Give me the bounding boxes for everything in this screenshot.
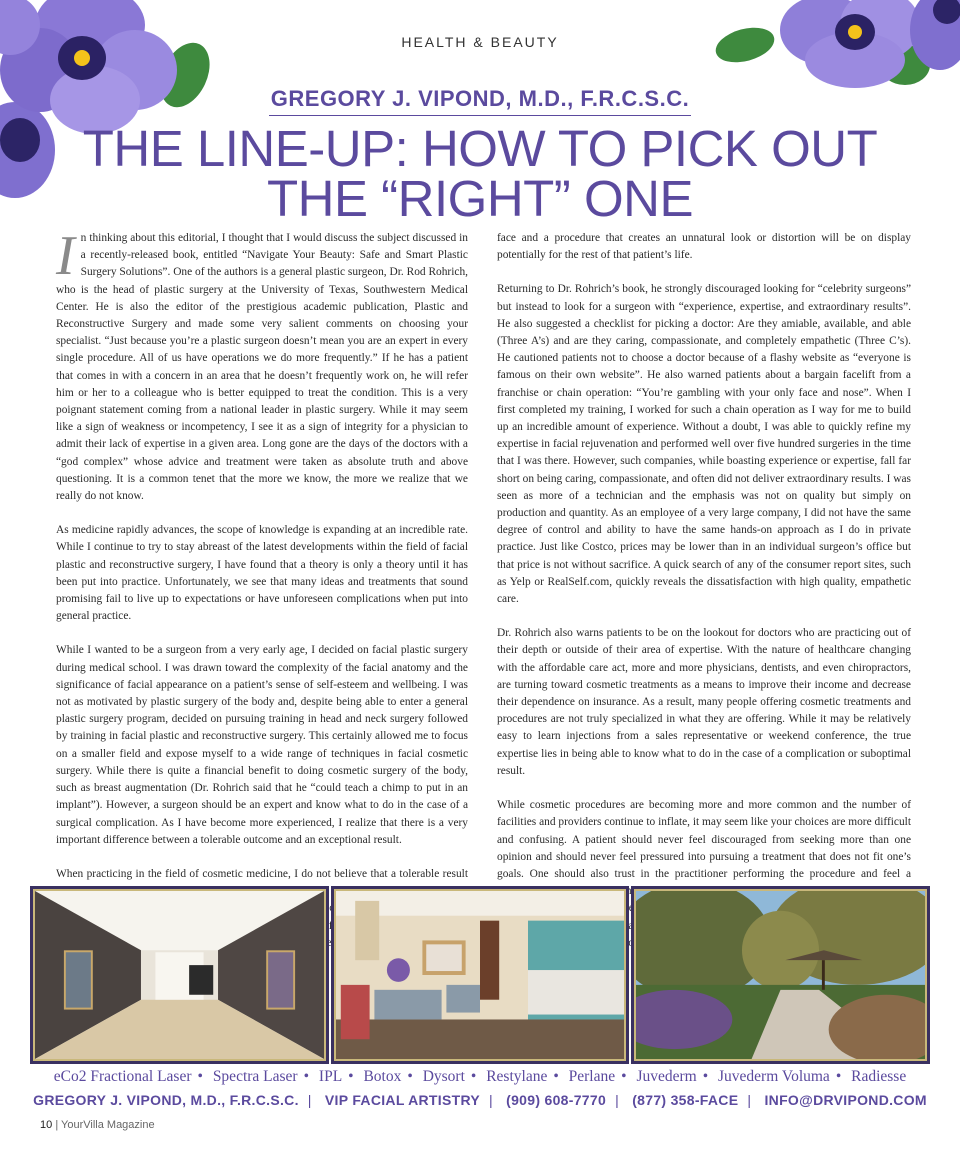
bullet-separator: •: [702, 1068, 709, 1085]
bullet-separator: •: [835, 1068, 842, 1085]
photo-strip: [30, 886, 930, 1064]
contact-phone: (909) 608-7770: [506, 1092, 607, 1108]
magazine-name: YourVilla Magazine: [61, 1119, 155, 1131]
photo-waiting-room: [331, 886, 629, 1064]
services-list: [0, 1068, 960, 1086]
paragraph: Dr. Rohrich also warns patients to be on the lookout for doctors who are practicing out of their depth or outside of their area of expertise. With the nature of healthcare changing with the affordable care act, more and more physicians, dentists, and even chiropractors, are turning toward cosmetic treatments as a means to improve their income and decrease their dependence on insurance. As a result, many people offering cosmetic treatments and procedures are not truly specialized in what they are offering. While it may be relatively easy to learn injections from a sales representative or weekend conference, the true expertise lies in being able to know what to do in the case of a complication or suboptimal result.: [497, 627, 911, 777]
pansy-flower-right-decoration: [715, 0, 960, 100]
service-item: Spectra Laser: [212, 1068, 298, 1085]
photo-hallway: [30, 886, 329, 1064]
service-item: eCo2 Fractional Laser: [53, 1068, 192, 1085]
service-item: Juvederm: [636, 1068, 697, 1085]
service-item: Juvederm Voluma: [718, 1068, 830, 1085]
paragraph: While I wanted to be a surgeon from a very early age, I decided on facial plastic surgery during medical school. I was drawn toward the complexity of the facial anatomy and the significance of facial appearance on a patient’s sense of self-esteem and wellbeing. I was not as motivated by plastic surgery of the body and, despite being able to enter a general plastic surgery program, decided on pursuing training in head and neck surgery followed by training in facial plastic and reconstructive surgery. This certainly allowed me to focus on a smaller field and expose myself to a wide range of techniques in facial cosmetic surgery. While there is quite a financial benefit to doing cosmetic surgery of the body, such as breast augmentation (Dr. Rohrich said that he “could teach a chimp to put in an implant”). However, a surgeon should be an expert and know what to do in the case of a surgical complication. As I have become more experienced, I realize that there is a very important difference between a tolerable outcome and an exceptional result.: [56, 644, 468, 846]
waiting-room-image: [336, 891, 624, 1059]
pipe-separator: |: [747, 1092, 752, 1108]
section-label: HEALTH & BEAUTY: [401, 34, 559, 50]
author-name: GREGORY J. VIPOND, M.D., F.R.C.S.C.: [269, 86, 691, 116]
title-line-1: THE LINE-UP: HOW TO PICK OUT: [82, 120, 878, 177]
contact-email: INFO@DRVIPOND.COM: [764, 1092, 927, 1108]
page-footer: [40, 1119, 155, 1131]
bullet-separator: •: [621, 1068, 627, 1085]
garden-image: [636, 891, 925, 1059]
contact-bar: [0, 1092, 960, 1108]
pipe-separator: |: [307, 1092, 312, 1108]
title-line-2: THE “RIGHT” ONE: [267, 170, 693, 227]
paragraph: [56, 225, 468, 505]
bullet-separator: •: [197, 1068, 203, 1085]
bullet-separator: •: [303, 1068, 310, 1085]
paragraph: face and a procedure that creates an unnatural look or distortion will be on display potentially for the rest of that patient’s life.: [497, 232, 911, 262]
paragraph: When practicing in the field of cosmetic medicine, I do not believe that a tolerable result: [56, 867, 468, 880]
contact-doctor-name: GREGORY J. VIPOND, M.D., F.R.C.S.C.: [33, 1092, 299, 1108]
service-item: Perlane: [568, 1068, 616, 1085]
bullet-separator: •: [407, 1068, 413, 1085]
bullet-separator: •: [553, 1068, 559, 1085]
page-number: 10: [40, 1119, 53, 1131]
contact-practice-name: VIP FACIAL ARTISTRY: [324, 1092, 480, 1108]
service-item: Botox: [363, 1068, 402, 1085]
hallway-image: [35, 891, 324, 1059]
bullet-separator: •: [470, 1068, 477, 1085]
service-item: Restylane: [486, 1068, 548, 1085]
bullet-separator: •: [348, 1068, 354, 1085]
article-title: [0, 120, 960, 227]
service-item: Radiesse: [851, 1068, 907, 1085]
paragraph-text: n thinking about this editorial, I thought that I would discuss the subject discussed in a recently-released book, entitled “Navigate Your Beauty: Safe and Smart Plastic Surgery Solutions”. One of the authors is a general plastic surgeon, Dr. Rod Rohrich, who is the head of plastic surgery at the University of Texas, Southwestern Medical Center. He is also the editor of the prestigious academic publication, Plastic and Reconstructive Surgery and made some very salient comments on choosing your specialist. “Just because you’re a plastic surgeon doesn’t mean you are an expert in every single procedure. All of us have operations we do more frequently.” If he has a patient that comes in with a concern in an area that he doesn’t frequently work on, he will refer him or her to a colleague who is better equipped to treat the condition. This is a very poignant statement coming from a national leader in plastic surgery. While it may seem like a sign of weakness or incompetency, I see it as a sign of integrity for a physician to admit their lack of expertise in a given area. Long gone are the days of the doctors with a “god complex” whose advice and treatment were taken as absolute truth and above questioning. It is a common tenet that the more we know, the more we realize that we really do not know.: [56, 232, 468, 503]
footer-separator: |: [55, 1119, 59, 1131]
author-byline: [0, 86, 960, 116]
article-column-right: [497, 230, 911, 969]
drop-cap: I: [56, 225, 75, 287]
service-item: IPL: [318, 1068, 343, 1085]
service-item: Dysort: [422, 1068, 465, 1085]
paragraph: As medicine rapidly advances, the scope of knowledge is expanding at an incredible rate. While I continue to try to stay abreast of the latest developments within the field of facial plastic and reconstructive surgery, I have found that a theory is only a theory until it has been put into practice. Unfortunately, we see that many ideas and treatments that sound promising fail to live up to expectations or have unforeseen complications when put into general practice.: [56, 524, 468, 623]
pipe-separator: |: [615, 1092, 619, 1108]
article-column-left: [56, 225, 468, 969]
pipe-separator: |: [488, 1092, 493, 1108]
photo-garden: [631, 886, 930, 1064]
paragraph: Returning to Dr. Rohrich’s book, he strongly discouraged looking for “celebrity surgeons” but instead to look for a surgeon with “experience, expertise, and extraordinary results”. He also suggested a checklist for picking a doctor: Are they amiable, available, and able (Three A’s) and are they caring, compassionate, and completely empathetic (Three C’s). He cautioned patients not to choose a doctor because of a flashy website as “everyone is famous on their own website”. He also warned patients about a bargain facelift from a franchise or chain operation: “You’re gambling with your only face and nose”. When I first completed my training, I worked for such a chain operation as I way for me to build up an incredible amount of experience. Without a doubt, I was able to quickly refine my expertise in facial rejuvenation and performed well over five hundred surgeries in the time that I was there. However, such companies, while boasting experience or expertise, fall far short on being caring, compassionate, and often did not deliver extraordinary results. I was seen as more of a technician and the emphasis was not on quality but simply on production and quantity. As an employee of a very large company, I did not have the same degree of control and ability to have the same hands-on approach as I do in private practice. Just like Costco, prices may be lower than in an individual surgeon’s office but that price is not without sacrifice. A quick search of any of the consumer report sites, such as Yelp or RealSelf.com, quickly reveals the dissatisfaction with high quality, empathetic care.: [497, 283, 911, 606]
paragraph: While cosmetic procedures are becoming more and more common and the number of facilities and providers continue to inflate, it may seem like your choices are more difficult and confusing. A patient should never feel discouraged from seeking more than one opinion and should never feel pressured into pursuing a treatment that does not fit one’s goals. One should also trust in the practitioner performing the procedure and feel a: [497, 799, 911, 880]
contact-tollfree: (877) 358-FACE: [632, 1092, 739, 1108]
